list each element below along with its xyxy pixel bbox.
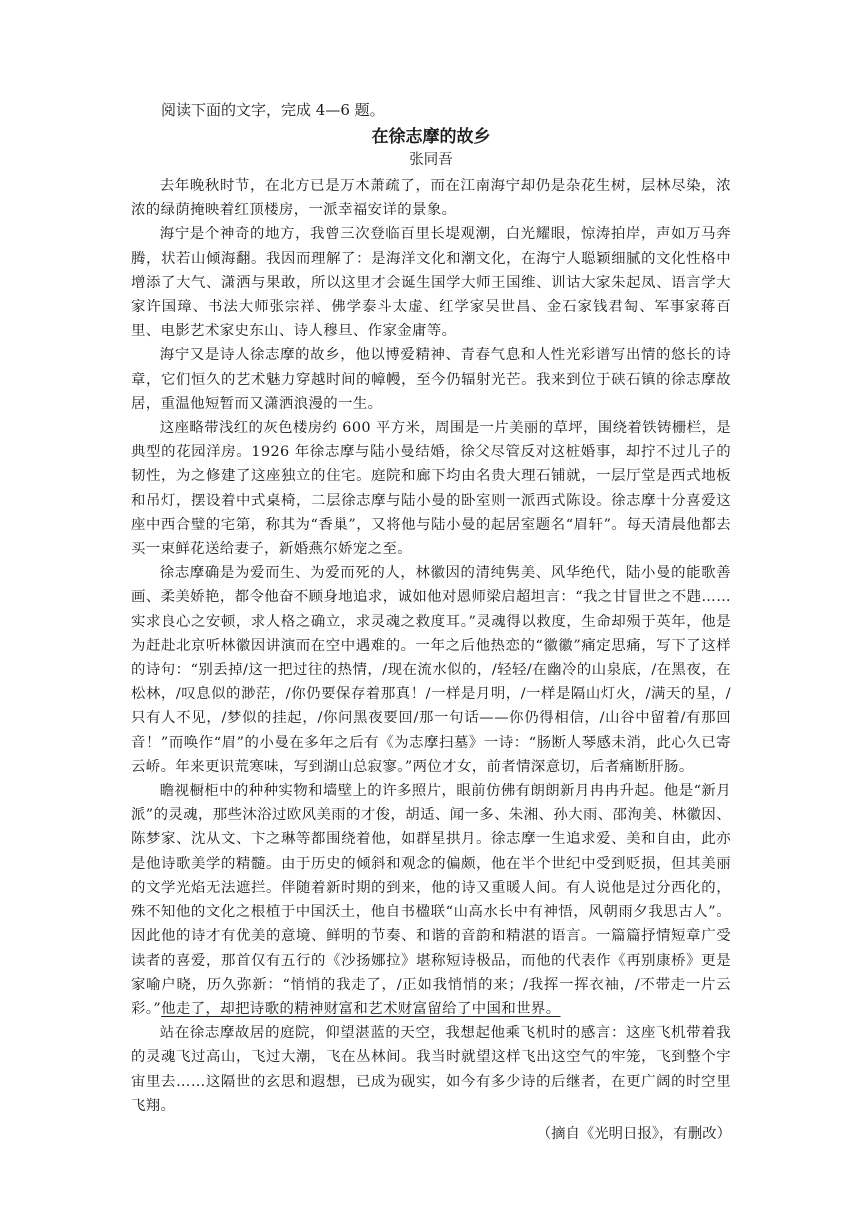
- paragraph-6: [131, 779, 731, 1021]
- paragraph-3: 海宁又是诗人徐志摩的故乡，他以博爱精神、青春气息和人性光彩谱写出情的悠长的诗章，它们恒久的艺术魅力穿越时间的幛幔，至今仍辐射光芒。我来到位于硖石镇的徐志摩故居，重温他短暂而又潇洒浪漫的一生。: [131, 347, 731, 412]
- paragraph-5: 徐志摩确是为爱而生、为爱而死的人，林徽因的清纯隽美、风华绝代，陆小曼的能歌善画、柔美娇艳，都令他奋不顾身地追求，诚如他对恩师梁启超坦言：“我之甘冒世之不韪……实求良心之安顿，求人格之确立，求灵魂之救度耳。”灵魂得以救度，生命却殒于英年，他是为赶赴北京听林徽因讲演而在空中遇难的。一年之后他热恋的“徽徽”痛定思痛，写下了这样的诗句：“别丢掉/这一把过往的热情，/现在流水似的，/轻轻/在幽冷的山泉底，/在黑夜，在松林，/叹息似的渺茫，/你仍要保存着那真！/一样是月明，/一样是隔山灯火，/满天的星，/只有人不见，/梦似的挂起，/你问黑夜要回/那一句话——你仍得相信，/山谷中留着/有那回音！”而唤作“眉”的小曼在多年之后有《为志摩扫墓》一诗：“肠断人琴感未消，此心久已寄云峤。年来更识荒寒味，写到湖山总寂寥。”两位才女，前者情深意切，后者痛断肝肠。: [131, 565, 731, 775]
- underlined-sentence: 他走了，却把诗歌的精神财富和艺术财富留给了中国和世界。: [161, 1000, 561, 1017]
- paragraph-7: 站在徐志摩故居的庭院，仰望湛蓝的天空，我想起他乘飞机时的感言：这座飞机带着我的灵魂飞过高山，飞过大潮，飞在丛林间。我当时就望这样飞出这空气的牢笼，飞到整个宇宙里去……这隔世的玄思和遐想，已成为砚实，如今有多少诗的后继者，在更广阔的时空里飞翔。: [131, 1025, 731, 1114]
- article-title: 在徐志摩的故乡: [371, 127, 491, 147]
- paragraph-2: 海宁是个神奇的地方，我曾三次登临百里长堤观潮，白光耀眼，惊涛拍岸，声如万马奔腾，状若山倾海翻。我因而理解了：是海洋文化和潮文化，在海宁人聪颖细腻的文化性格中增添了大气、潇洒与果敢，所以这里才会诞生国学大师王国维、训诂大家朱起凤、语言学大家许国璋、书法大师张宗祥、佛学泰斗太虚、红学家吴世昌、金石家钱君匋、军事家蒋百里、电影艺术家史东山、诗人穆旦、作家金庸等。: [131, 226, 731, 340]
- paragraph-4: 这座略带浅红的灰色楼房约 600 平方米，周围是一片美丽的草坪，围绕着铁铸栅栏，是典型的花园洋房。1926 年徐志摩与陆小曼结婚，徐父尽管反对这桩婚事，却拧不过儿子的韧性，为之修建了这座独立的住宅。庭院和廊下均由名贵大理石铺就，一层厅堂是西式地板和吊灯，摆设着中式桌椅，二层徐志摩与陆小曼的卧室则一派西式陈设。徐志摩十分喜爱这座中西合璧的宅第，称其为“香巢”，又将他与陆小曼的起居室题名“眉轩”。每天清晨他都去买一束鲜花送给妻子，新婚燕尔娇宠之至。: [131, 420, 731, 558]
- article-author: 张同吾: [409, 152, 453, 168]
- reading-instruction: 阅读下面的文字，完成 4—6 题。: [161, 101, 385, 119]
- paragraph-1: 去年晚秋时节，在北方已是万木萧疏了，而在江南海宁却仍是杂花生树，层林尽染，浓浓的绿荫掩映着红顶楼房，一派幸福安详的景象。: [131, 178, 731, 219]
- source-citation: （摘自《光明日报》，有删改）: [536, 1125, 731, 1142]
- paragraph-6-text: 瞻视橱柜中的种种实物和墙壁上的许多照片，眼前仿佛有朗朗新月冉冉升起。他是“新月派”的灵魂，那些沐浴过欧风美雨的才俊，胡适、闻一多、朱湘、孙大雨、邵洵美、林徽因、陈梦家、沈从文、卞之琳等都围绕着他，如群星拱月。徐志摩一生追求爱、美和自由，此亦是他诗歌美学的精髓。由于历史的倾斜和观念的偏颇，他在半个世纪中受到贬损，但其美丽的文学光焰无法遮拦。伴随着新时期的到来，他的诗又重暖人间。有人说他是过分西化的，殊不知他的文化之根植于中国沃土，他自书楹联“山高水长中有神悟，风朝雨夕我思古人”。因此他的诗才有优美的意境、鲜明的节奏、和谐的音韵和精湛的语言。一篇篇抒情短章广受读者的喜爱，那首仅有五行的《沙扬娜拉》堪称短诗极品，而他的代表作《再别康桥》更是家喻户晓，历久弥新：“悄悄的我走了，/正如我悄悄的来；/我挥一挥衣袖，/不带走一片云彩。”: [131, 783, 731, 1017]
- document-page: [131, 100, 731, 1146]
